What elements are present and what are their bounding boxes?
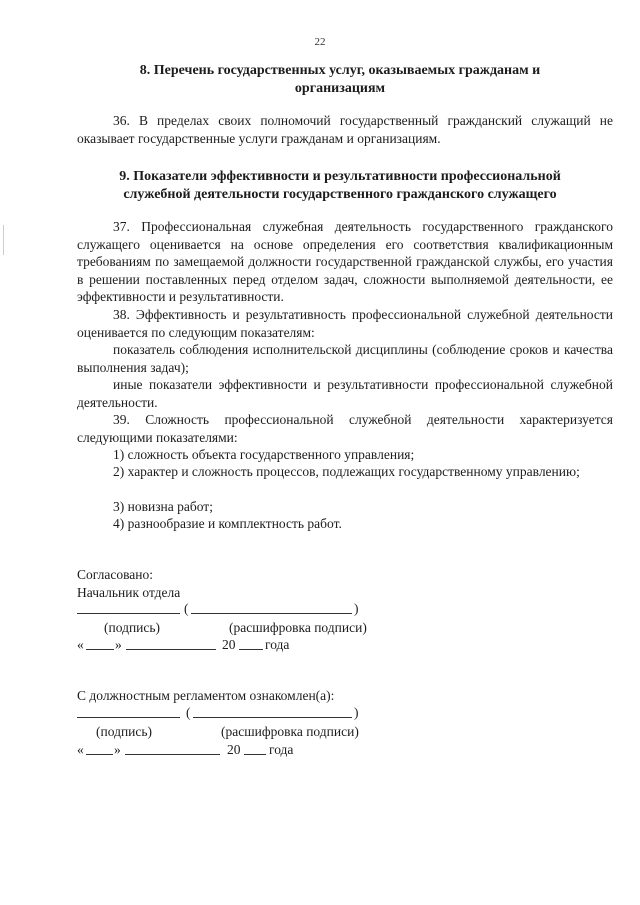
acquaintance-signature-line: [77, 717, 180, 718]
paragraph-38: 38. Эффективность и результативность профессиональной служебной деятельности оценивается по следующим показателям:: [77, 307, 613, 340]
acquaintance-month-line: [125, 754, 220, 755]
approval-year-line: [239, 649, 263, 650]
scan-edge-mark: [3, 225, 4, 255]
approval-agreed-label: Согласовано:: [77, 567, 153, 582]
paragraph-39-item-2: 2) характер и сложность процессов, подлежащих государственному управлению;: [113, 464, 580, 479]
section-8-title-line-1: 8. Перечень государственных услуг, оказываемых гражданам и: [139, 63, 541, 78]
paragraph-37: 37. Профессиональная служебная деятельность государственного гражданского служащего оценивается на основе определения его соответствия квалификационным требованиям по замещаемой должности государственной гражданской службы, его участия в решении поставленных перед отделом задач, сложности выполняемой деятельности, ее эффективности и результативности.: [77, 219, 613, 304]
page-number: 22: [314, 36, 326, 48]
paragraph-36: 36. В пределах своих полномочий государственный гражданский служащий не оказывает государственные услуги гражданам и организациям.: [77, 113, 613, 146]
paragraph-39: 39. Сложность профессиональной служебной деятельности характеризуется следующими показателями:: [77, 412, 613, 445]
paragraph-39-item-3: 3) новизна работ;: [113, 499, 213, 514]
acquaintance-day-line: [86, 754, 113, 755]
acquaintance-paren-open: (: [186, 705, 191, 720]
paragraph-38-item-a: показатель соблюдения исполнительской дисциплины (соблюдение сроков и качества выполнения задач);: [77, 342, 613, 375]
approval-day-line: [86, 649, 114, 650]
approval-paren-open: (: [184, 601, 189, 616]
acquaintance-decoding-caption: (расшифровка подписи): [221, 724, 359, 739]
approval-year-suffix: года: [265, 637, 290, 652]
approval-head-label: Начальник отдела: [77, 585, 181, 600]
section-8-title-line-2: организациям: [294, 81, 386, 96]
section-9-title-line-2: служебной деятельности государственного гражданского служащего: [123, 187, 557, 202]
acquaintance-signature-caption: (подпись): [96, 724, 153, 739]
acquaintance-date-quote-open: «: [77, 742, 84, 757]
paragraph-39-item-1: 1) сложность объекта государственного управления;: [113, 447, 415, 462]
acquaintance-year-suffix: года: [269, 742, 294, 757]
approval-signature-line: [77, 613, 180, 614]
approval-month-line: [126, 649, 216, 650]
approval-year-prefix: 20: [222, 637, 236, 652]
acquaintance-year-prefix: 20: [227, 742, 241, 757]
approval-paren-close: ): [354, 601, 359, 616]
acquaintance-label: С должностным регламентом ознакомлен(а):: [77, 688, 335, 703]
section-9-title-line-1: 9. Показатели эффективности и результативности профессиональной: [119, 169, 561, 184]
approval-signature-caption: (подпись): [104, 620, 161, 635]
acquaintance-date-quote-close: »: [114, 742, 121, 757]
approval-date-quote-open: «: [77, 637, 84, 652]
acquaintance-decoding-line: [193, 717, 352, 718]
approval-date-quote-close: »: [115, 637, 122, 652]
paragraph-39-item-4: 4) разнообразие и комплектность работ.: [113, 516, 342, 531]
approval-decoding-caption: (расшифровка подписи): [229, 620, 367, 635]
approval-decoding-line: [191, 613, 352, 614]
paragraph-38-item-b: иные показатели эффективности и результативности профессиональной служебной деятельности.: [77, 377, 613, 410]
acquaintance-paren-close: ): [354, 705, 359, 720]
acquaintance-year-line: [244, 754, 266, 755]
